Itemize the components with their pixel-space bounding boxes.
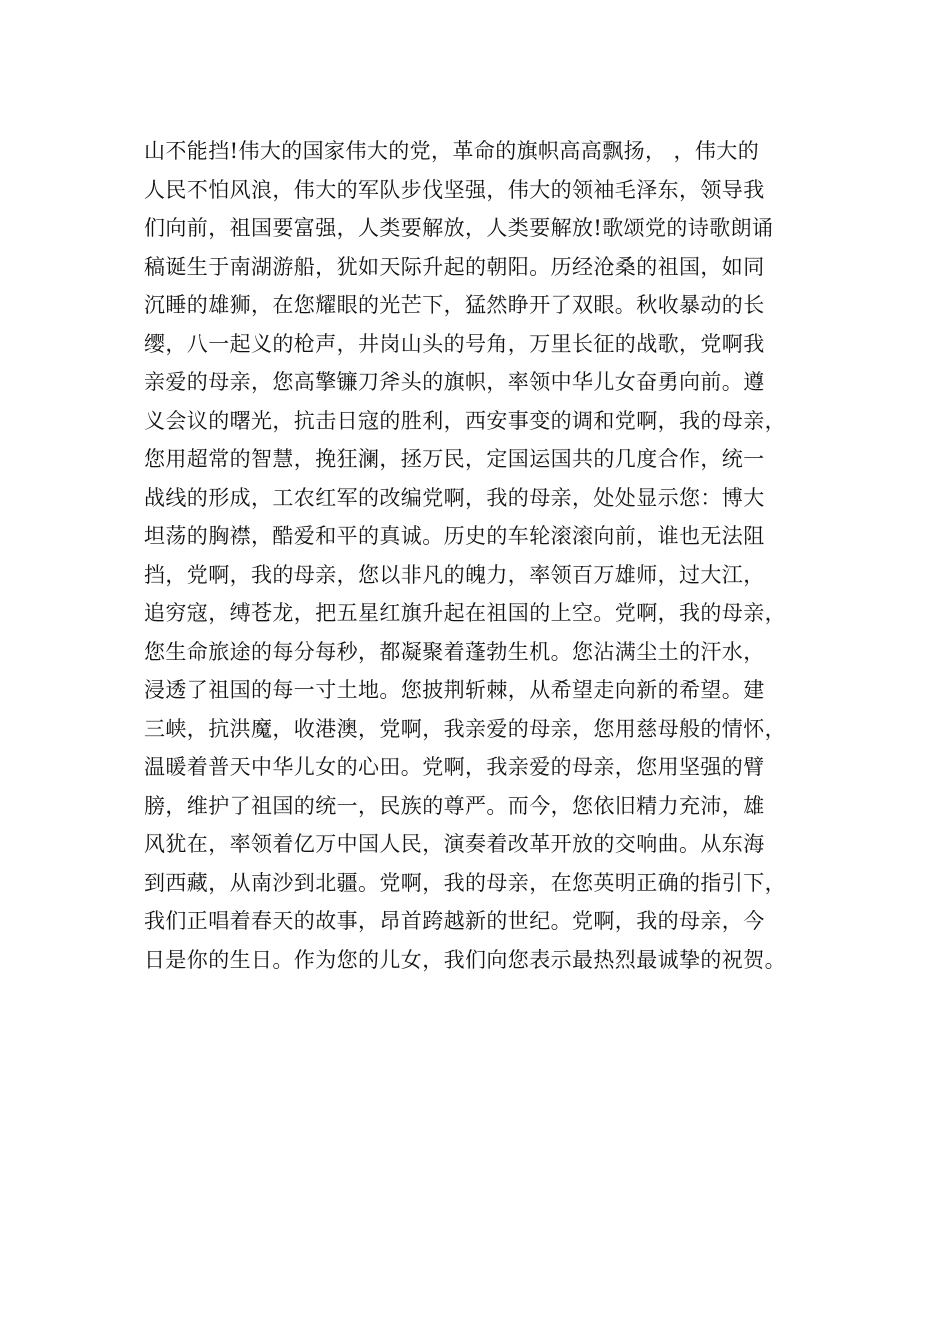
text-line: 您生命旅途的每分每秒，都凝聚着蓬勃生机。您沾满尘土的汗水， — [144, 639, 765, 664]
text-line: 日是你的生日。作为您的儿女，我们向您表示最热烈最诚挚的祝贺。 — [144, 947, 786, 972]
text-line: 山不能挡!伟大的国家伟大的党，革命的旗帜高高飘扬， ，伟大的 — [144, 139, 760, 163]
text-line: 亲爱的母亲，您高擎镰刀斧头的旗帜，率领中华儿女奋勇向前。遵 — [144, 370, 765, 394]
text-line: 追穷寇，缚苍龙，把五星红旗升起在祖国的上空。党啊，我的母亲， — [144, 601, 786, 625]
text-line: 稿诞生于南湖游船，犹如天际升起的朝阳。历经沧桑的祖国，如同 — [144, 254, 765, 279]
text-line: 风犹在，率领着亿万中国人民，演奏着改革开放的交响曲。从东海 — [144, 832, 765, 856]
text-line: 战线的形成，工农红军的改编党啊，我的母亲，处处显示您：博大 — [144, 485, 765, 510]
text-line: 浸透了祖国的每一寸土地。您披荆斩棘，从希望走向新的希望。建 — [144, 678, 765, 702]
text-line: 您用超常的智慧，挽狂澜，拯万民，定国运国共的几度合作，统一 — [144, 447, 765, 471]
text-line: 坦荡的胸襟，酷爱和平的真诚。历史的车轮滚滚向前，谁也无法阻 — [144, 524, 765, 548]
text-line: 义会议的曙光，抗击日寇的胜利，西安事变的调和党啊，我的母亲， — [144, 408, 786, 433]
text-line: 我们正唱着春天的故事，昂首跨越新的世纪。党啊，我的母亲，今 — [144, 909, 765, 933]
text-line: 人民不怕风浪，伟大的军队步伐坚强，伟大的领袖毛泽东，领导我 — [144, 177, 765, 202]
body-text — [144, 132, 834, 979]
text-line: 挡，党啊，我的母亲，您以非凡的魄力，率领百万雄师，过大江， — [144, 562, 765, 587]
text-line: 温暖着普天中华儿女的心田。党啊，我亲爱的母亲，您用坚强的臂 — [144, 755, 765, 779]
text-line: 们向前，祖国要富强，人类要解放，人类要解放!歌颂党的诗歌朗诵 — [144, 216, 774, 240]
text-line: 膀，维护了祖国的统一，民族的尊严。而今，您依旧精力充沛，雄 — [144, 793, 765, 818]
text-line: 缨，八一起义的枪声，井岗山头的号角，万里长征的战歌，党啊我 — [144, 331, 765, 356]
text-line: 到西藏，从南沙到北疆。党啊，我的母亲，在您英明正确的指引下， — [144, 870, 786, 895]
text-line: 三峡，抗洪魔，收港澳，党啊，我亲爱的母亲，您用慈母般的情怀， — [144, 716, 786, 741]
text-line: 沉睡的雄狮，在您耀眼的光芒下，猛然睁开了双眼。秋收暴动的长 — [144, 293, 765, 317]
